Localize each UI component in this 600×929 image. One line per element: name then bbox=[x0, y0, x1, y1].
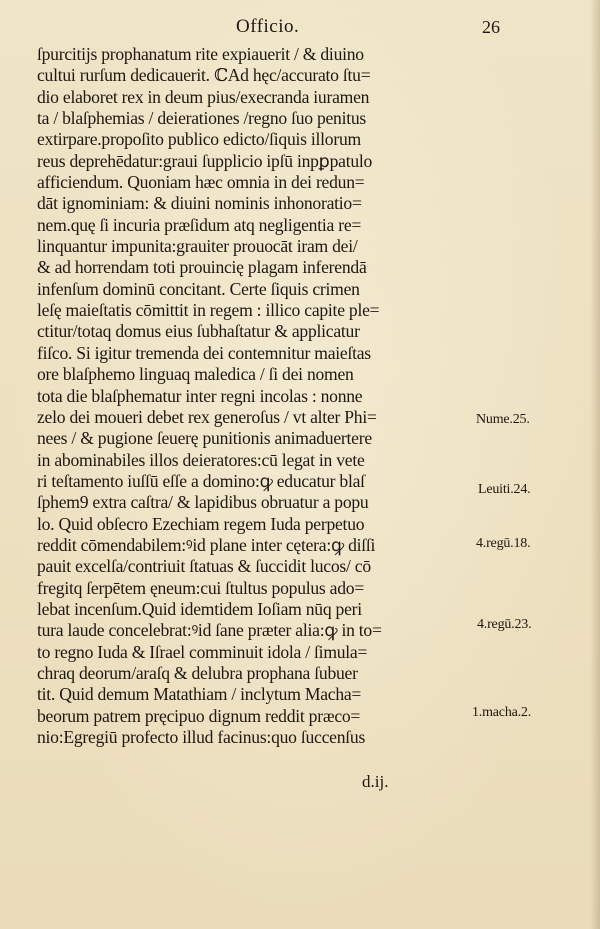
text-line: nio:Egregiū profecto illud facinus:quo ſuccenſus bbox=[37, 727, 366, 747]
text-line: nem.quę ſi incuria præſidum atq negligentia re= bbox=[37, 214, 362, 235]
text-line: cultui rurſum dedicauerit. ℂAd hęc/accurato ſtu= bbox=[37, 65, 371, 86]
text-line: ta / blaſphemias / deierationes /regno ſuo penitus bbox=[37, 108, 367, 129]
text-line: & ad horrendam toti prouincię plagam inferendā bbox=[37, 257, 367, 278]
text-line: ri teſtamento iuſſū eſſe a domino:ꝙ educatur blaſ bbox=[37, 470, 365, 491]
text-line: to regno Iuda & Iſrael comminuit idola / ſimula= bbox=[37, 641, 368, 662]
text-line: dio elaboret rex in deum pius/execranda iuramen bbox=[37, 86, 370, 107]
margin-note: Leuiti.24. bbox=[478, 482, 531, 497]
text-line: reddit cōmendabilem:ꝰid plane inter cętera:ꝙ diſſi bbox=[37, 534, 376, 555]
text-line: infenſum dominū concitant. Certe ſiquis crimen bbox=[37, 278, 360, 299]
folio-number: 26 bbox=[482, 17, 500, 37]
text-line: extirpare.propoſito publico edicto/ſiquis illorum bbox=[37, 129, 361, 150]
text-line: reus deprehēdatur:graui ſupplicio ipſū inpꝑpatulo bbox=[37, 150, 373, 171]
signature-mark: d.ij. bbox=[362, 772, 389, 791]
text-line: afficiendum. Quoniam hæc omnia in dei redun= bbox=[37, 172, 365, 193]
margin-note: 4.regū.18. bbox=[476, 536, 531, 551]
text-line: beorum patrem pręcipuo dignum reddit præco= bbox=[37, 705, 361, 726]
text-line: ore blaſphemo linguaq maledica / ſi dei nomen bbox=[37, 364, 354, 385]
text-line: leſę maieſtatis cōmittit in regem : illico capite ple= bbox=[37, 300, 380, 321]
text-line: chraq deorum/araſq & delubra prophana ſubuer bbox=[37, 662, 358, 683]
margin-note: 4.regū.23. bbox=[477, 617, 532, 632]
text-line: pauit excelſa/contriuit ſtatuas & ſuccidit lucos/ cō bbox=[37, 556, 371, 577]
text-line: fiſco. Si igitur tremenda dei contemnitur maieſtas bbox=[37, 342, 371, 363]
text-line: lebat incenſum.Quid idemtidem Ioſiam nūq peri bbox=[37, 598, 362, 619]
margin-note: Nume.25. bbox=[476, 412, 530, 427]
main-text-block bbox=[37, 44, 477, 748]
text-line: tura laude concelebrat:ꝰid ſane præter alia:ꝙ in to= bbox=[37, 620, 382, 641]
text-line: nees / & pugione ſeuerę punitionis animaduertere bbox=[37, 428, 372, 449]
text-line: ſpurcitijs prophanatum rite expiauerit / & diuino bbox=[37, 44, 364, 64]
text-line: in abominabiles illos deieratores:cū legat in vete bbox=[37, 449, 365, 470]
text-line: zelo dei moueri debet rex generoſus / vt alter Phi= bbox=[37, 406, 377, 427]
text-line: dāt ignominiam: & diuini nominis inhonoratio= bbox=[37, 193, 362, 214]
text-line: tit. Quid demum Matathiam / inclytum Macha= bbox=[37, 684, 362, 705]
text-line: linquantur impunita:grauiter prouocāt iram dei/ bbox=[37, 236, 358, 257]
margin-note: 1.macha.2. bbox=[472, 705, 532, 720]
running-head: Officio. bbox=[236, 16, 300, 37]
text-line: ſphem9 extra caſtra/ & lapidibus obruatur a popu bbox=[37, 492, 369, 513]
text-line: tota die blaſphematur inter regni incolas : nonne bbox=[37, 385, 363, 406]
text-line: fregitq ſerpētem ęneum:cui ſtultus populus ado= bbox=[37, 577, 364, 598]
page-edge-shadow bbox=[590, 0, 600, 929]
text-line: ctitur/totaq domus eius ſubhaſtatur & applicatur bbox=[37, 321, 360, 342]
text-line: lo. Quid obſecro Ezechiam regem Iuda perpetuo bbox=[37, 513, 365, 534]
